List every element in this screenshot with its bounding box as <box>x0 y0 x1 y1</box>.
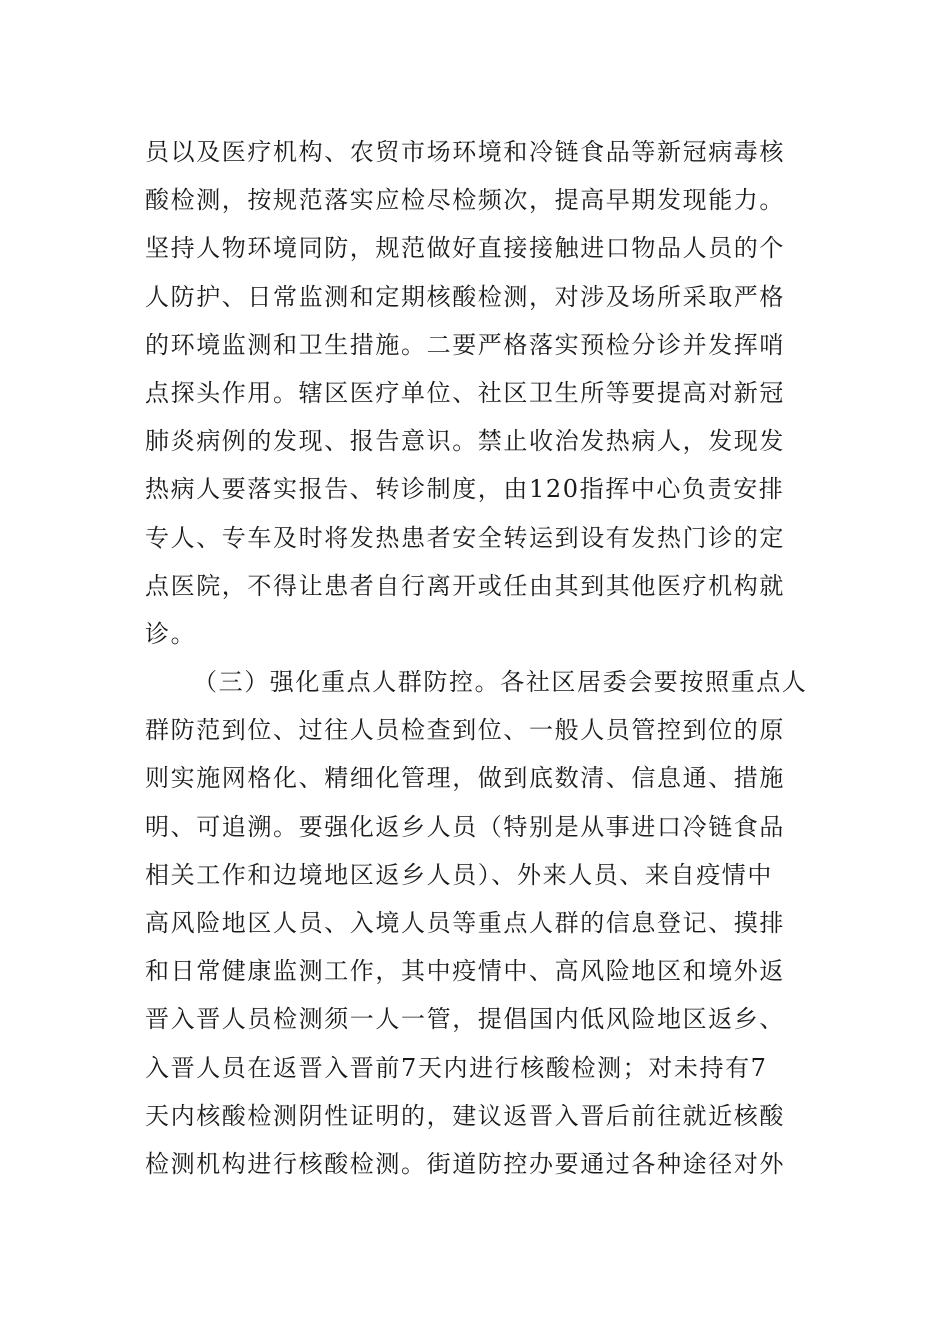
text-line: 天内核酸检测阴性证明的，建议返晋入晋后前往就近核酸 <box>145 1101 785 1130</box>
document-body <box>145 128 825 1188</box>
text-line: 点探头作用。辖区医疗单位、社区卫生所等要提高对新冠 <box>145 378 785 407</box>
text-line: 点医院，不得让患者自行离开或任由其到其他医疗机构就 <box>145 571 785 600</box>
text-line: 入晋人员在返晋入晋前7天内进行核酸检测；对未持有7 <box>145 1053 768 1082</box>
text-line: 肺炎病例的发现、报告意识。禁止收治发热病人，发现发 <box>145 427 785 456</box>
text-line: 的环境监测和卫生措施。二要严格落实预检分诊并发挥哨 <box>145 330 785 359</box>
text-line: 诊。 <box>145 619 197 648</box>
text-line: 晋入晋人员检测须一人一管，提倡国内低风险地区返乡、 <box>145 1005 785 1034</box>
text-line: 则实施网格化、精细化管理，做到底数清、信息通、措施 <box>145 764 785 793</box>
text-line: 热病人要落实报告、转诊制度，由120指挥中心负责安排 <box>145 475 785 504</box>
text-line: 高风险地区人员、入境人员等重点人群的信息登记、摸排 <box>145 909 785 937</box>
text-line: 员以及医疗机构、农贸市场环境和冷链食品等新冠病毒核 <box>145 138 785 166</box>
text-line: 专人、专车及时将发热患者安全转运到设有发热门诊的定 <box>145 523 785 552</box>
text-line: 酸检测，按规范落实应检尽检频次，提高早期发现能力。 <box>145 186 785 215</box>
text-line: 坚持人物环境同防，规范做好直接接触进口物品人员的个 <box>145 234 785 263</box>
text-line: 相关工作和边境地区返乡人员）、外来人员、来自疫情中 <box>145 860 773 889</box>
section-heading-line: （三）强化重点人群防控。各社区居委会要按照重点人 <box>193 668 808 697</box>
text-line: 人防护、日常监测和定期核酸检测，对涉及场所采取严格 <box>145 282 785 311</box>
text-line: 检测机构进行核酸检测。街道防控办要通过各种途径对外 <box>145 1149 785 1178</box>
text-line: 和日常健康监测工作，其中疫情中、高风险地区和境外返 <box>145 957 785 986</box>
text-line: 群防范到位、过往人员检查到位、一般人员管控到位的原 <box>145 716 785 745</box>
text-line: 明、可追溯。要强化返乡人员（特别是从事进口冷链食品 <box>145 812 785 841</box>
